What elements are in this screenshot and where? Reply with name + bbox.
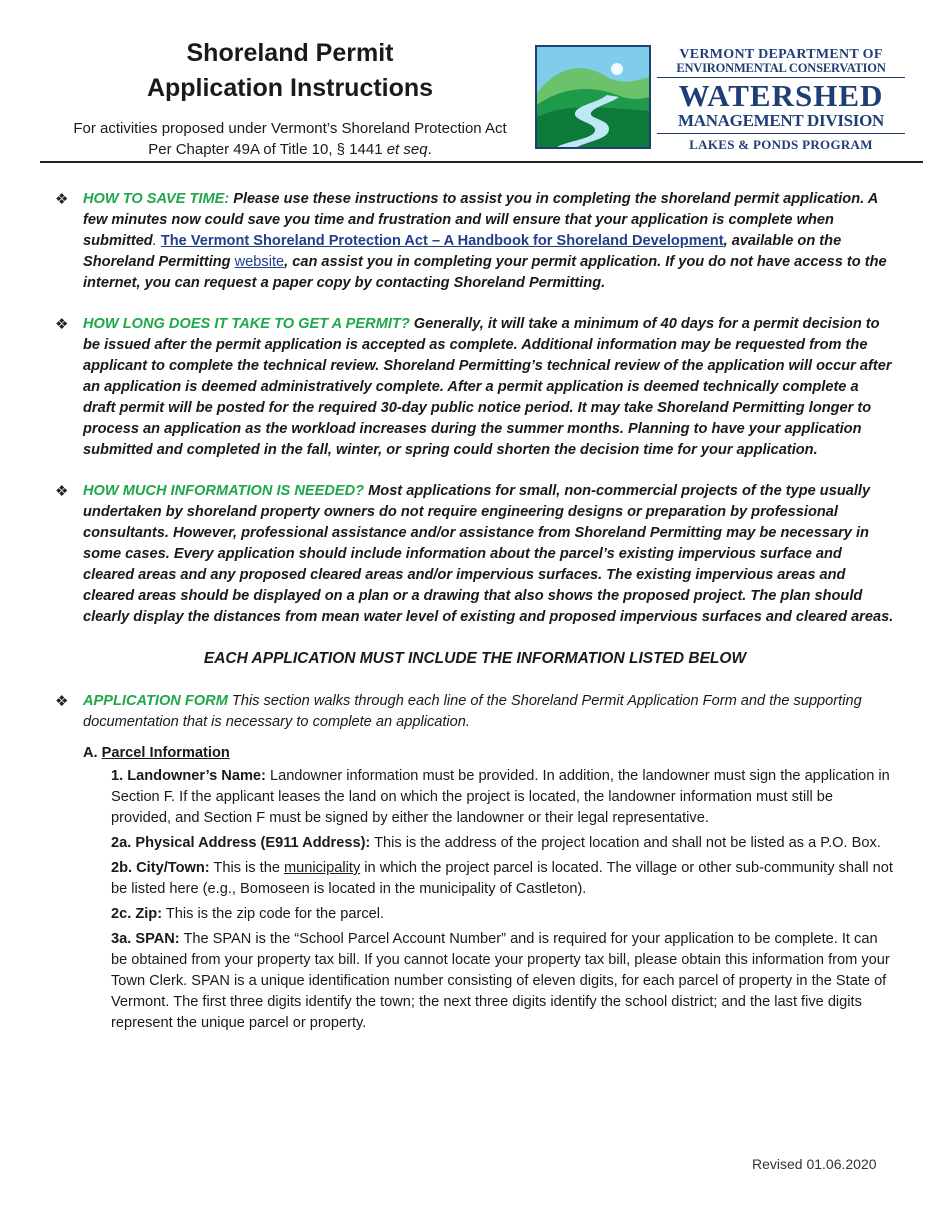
website-link[interactable]: website	[234, 254, 285, 270]
section-a-title: A. Parcel Information	[83, 745, 230, 761]
handbook-link[interactable]: The Vermont Shoreland Protection Act – A Handbook for Shoreland Development	[160, 233, 724, 249]
bullet-how-much: ❖ HOW MUCH INFORMATION IS NEEDED? Most applications for small, non-commercial projects of the type usually undertaken by shoreland property owners do not require engineering designs or preparation by professional consultants. However, professional assistance and/or assistance from Shoreland Permitting may be necessary in some cases. Every application should include information about the parcel’s existing impervious surface and cleared areas and any proposed cleared areas and/or impervious surfaces. The existing impervious areas and cleared areas should be displayed on a plan or a drawing that also shows the proposed project. The plan should clearly display the distances from mean water level of existing and proposed impervious surfaces and cleared areas.	[55, 483, 894, 625]
logo-text: VERMONT DEPARTMENT OF ENVIRONMENTAL CONSERVATION WATERSHED MANAGEMENT DIVISION LAKES & PONDS PROGRAM	[657, 45, 905, 153]
instructions-body	[55, 189, 895, 1038]
landscape-river-graphic	[537, 47, 649, 147]
item-city-town: 2b. City/Town: This is the municipality in which the project parcel is located. The village or other sub-community shall not be listed here (e.g., Bomoseen is located in the municipality of Castleton).	[111, 860, 893, 897]
title-line-2: Application Instructions	[146, 74, 434, 102]
bullet-save-time: ❖ HOW TO SAVE TIME: Please use these instructions to assist you in completing the shoreland permit application. A few minutes now could save you time and frustration and will ensure that your application is complete when submitted. The Vermont Shoreland Protection Act – A Handbook for Shoreland Development, available on the Shoreland Permitting website, can assist you in completing your permit application. If you do not have access to the internet, you can request a paper copy by contacting Shoreland Permitting.	[55, 191, 887, 291]
watershed-logo	[535, 45, 905, 153]
parcel-items	[83, 766, 895, 1034]
page-title	[40, 36, 540, 106]
bullet-application-form: ❖ APPLICATION FORM This section walks through each line of the Shoreland Permit Application Form and the supporting documentation that is necessary to complete an application.	[55, 693, 862, 730]
diamond-bullet-icon: ❖	[55, 316, 69, 333]
item-landowner-name: 1. Landowner’s Name: Landowner information must be provided. In addition, the landowner must sign the application in Section F. If the applicant leases the land on which the project is located, the landowner information must still be provided, and Section F must be signed by either the landowner or their legal representative.	[111, 768, 890, 826]
subtitle-line-2: Per Chapter 49A of Title 10, § 1441 et seq.	[148, 141, 432, 158]
document-header	[0, 0, 950, 165]
item-physical-address: 2a. Physical Address (E911 Address): This is the address of the project location and shall not be listed as a P.O. Box.	[111, 835, 881, 851]
landscape-river-icon	[535, 45, 651, 149]
diamond-bullet-icon: ❖	[55, 191, 69, 208]
section-heading: EACH APPLICATION MUST INCLUDE THE INFORMATION LISTED BELOW	[203, 650, 747, 667]
bullet-how-long: ❖ HOW LONG DOES IT TAKE TO GET A PERMIT? Generally, it will take a minimum of 40 days for a permit decision to be issued after the permit application is accepted as complete. Additional information may be requested from the applicant to complete the technical review. Shoreland Permitting’s technical review of the application will occur after an application is deemed administratively complete. After a permit application is deemed technically complete a draft permit will be posted for the required 30-day public notice period. It may take Shoreland Permitting longer to process an application as the workload increases during the summer months. Planning to have your application submitted and completed in the fall, winter, or spring could shorten the decision time for your application.	[55, 316, 892, 458]
revision-date: Revised 01.06.2020	[752, 1156, 877, 1172]
item-zip: 2c. Zip: This is the zip code for the parcel.	[111, 906, 385, 922]
item-span: 3a. SPAN: The SPAN is the “School Parcel Account Number” and is required for your application to be complete. It can be obtained from your property tax bill. If you cannot locate your property tax bill, please obtain this information from your Town Clerk. SPAN is a unique identification number consisting of eleven digits, for each parcel of property in the State of Vermont. The first three digits identify the town; the next three digits identify the school district; and the last five digits represent the unique parcel or property.	[111, 931, 890, 1031]
section-a-parcel-information	[55, 743, 895, 1034]
header-divider	[40, 161, 923, 163]
page-subtitle	[40, 118, 540, 160]
diamond-bullet-icon: ❖	[55, 693, 69, 710]
subtitle-line-1: For activities proposed under Vermont’s Shoreland Protection Act	[73, 120, 507, 137]
diamond-bullet-icon: ❖	[55, 483, 69, 500]
title-line-1: Shoreland Permit	[186, 39, 394, 67]
